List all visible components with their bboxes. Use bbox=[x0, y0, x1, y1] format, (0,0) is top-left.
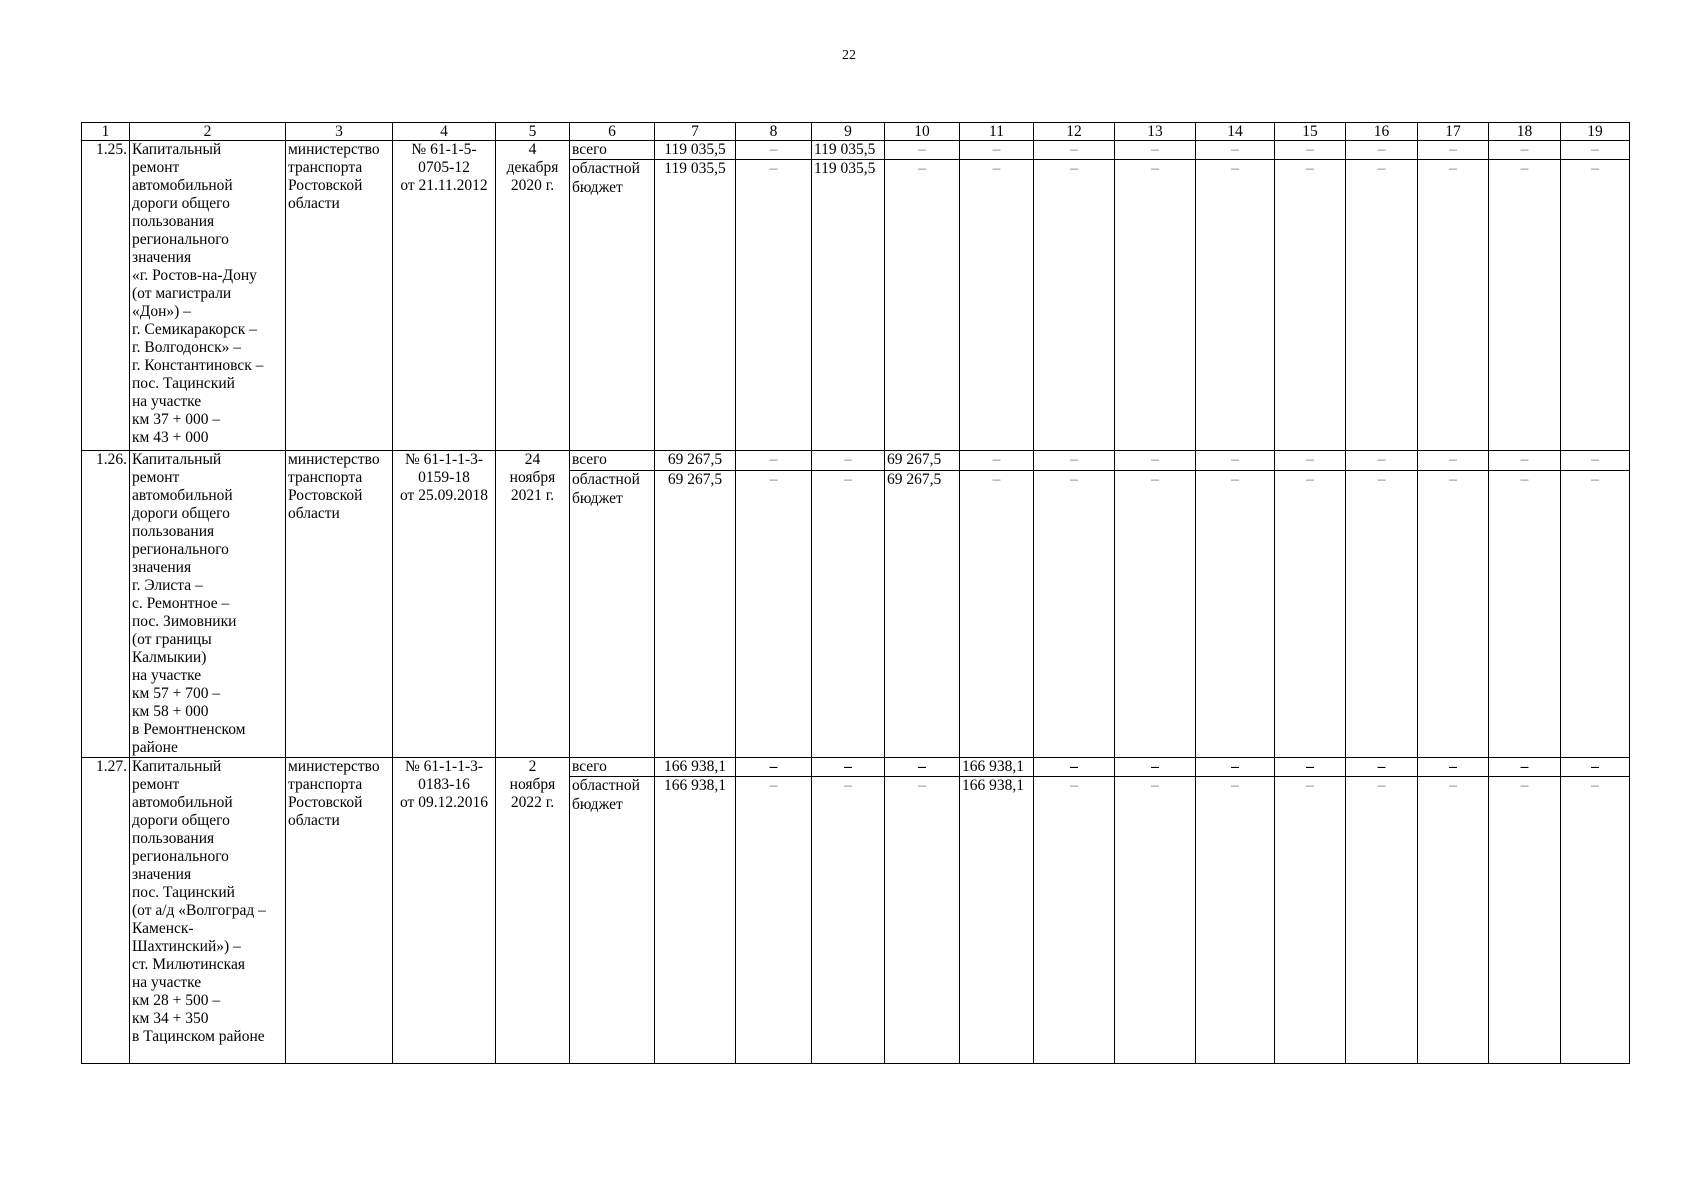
budget-value: – bbox=[1275, 470, 1346, 757]
column-number: 16 bbox=[1346, 123, 1418, 141]
total-value: – bbox=[1346, 451, 1418, 471]
budget-value: – bbox=[736, 777, 812, 1064]
total-value: – bbox=[1418, 758, 1489, 777]
total-value: – bbox=[1115, 758, 1196, 777]
total-value: – bbox=[736, 451, 812, 471]
total-value: 69 267,5 bbox=[655, 451, 736, 471]
row-number: 1.27. bbox=[82, 758, 130, 1064]
budget-value: – bbox=[736, 470, 812, 757]
budget-value: – bbox=[960, 160, 1034, 451]
budget-value: – bbox=[1489, 777, 1561, 1064]
column-number: 8 bbox=[736, 123, 812, 141]
budget-value: 69 267,5 bbox=[885, 470, 960, 757]
source-budget-label: областной бюджет bbox=[570, 470, 655, 757]
budget-value: – bbox=[1034, 160, 1115, 451]
total-value: – bbox=[1275, 141, 1346, 160]
total-value: – bbox=[1196, 758, 1275, 777]
total-value: 119 035,5 bbox=[655, 141, 736, 160]
budget-value: – bbox=[1034, 777, 1115, 1064]
total-value: 69 267,5 bbox=[885, 451, 960, 471]
budget-value: – bbox=[1115, 470, 1196, 757]
budget-value: – bbox=[1115, 160, 1196, 451]
completion-date: 4 декабря 2020 г. bbox=[496, 141, 570, 451]
agency: министерство транспорта Ростовской области bbox=[286, 758, 393, 1064]
total-value: – bbox=[1489, 141, 1561, 160]
total-value: – bbox=[1346, 141, 1418, 160]
total-value: – bbox=[1034, 141, 1115, 160]
object-name: Капитальный ремонт автомобильной дороги общего пользования регионального значения «г. Ростов-на-Дону (от магистрали «Дон») – г. Семикаракорск – г. Волгодонск» – г. Константиновск – пос. Тацинский на участке км 37 + 000 – км 43 + 000 bbox=[130, 141, 286, 451]
column-number: 11 bbox=[960, 123, 1034, 141]
column-number: 7 bbox=[655, 123, 736, 141]
column-number: 12 bbox=[1034, 123, 1115, 141]
column-number: 14 bbox=[1196, 123, 1275, 141]
page-number: 22 bbox=[842, 48, 856, 63]
budget-value: – bbox=[1561, 160, 1630, 451]
total-value: – bbox=[1561, 758, 1630, 777]
total-value: – bbox=[1275, 451, 1346, 471]
budget-value: – bbox=[1196, 470, 1275, 757]
budget-value: – bbox=[1196, 777, 1275, 1064]
total-value: – bbox=[1115, 451, 1196, 471]
budget-value: – bbox=[885, 160, 960, 451]
budget-value: – bbox=[812, 777, 885, 1064]
agency: министерство транспорта Ростовской области bbox=[286, 451, 393, 758]
budget-table bbox=[81, 122, 1630, 1064]
column-number: 18 bbox=[1489, 123, 1561, 141]
budget-value: – bbox=[1275, 777, 1346, 1064]
total-value: – bbox=[1561, 451, 1630, 471]
total-value: – bbox=[736, 758, 812, 777]
source-budget-label: областной бюджет bbox=[570, 160, 655, 451]
total-value: 119 035,5 bbox=[812, 141, 885, 160]
column-number: 1 bbox=[82, 123, 130, 141]
column-number: 19 bbox=[1561, 123, 1630, 141]
table-row bbox=[82, 141, 1630, 160]
object-name: Капитальный ремонт автомобильной дороги общего пользования регионального значения пос. Тацинский (от а/д «Волгоград – Каменск- Шахтинский») – ст. Милютинская на участке км 28 + 500 – км 34 + 350 в Тацинском районе bbox=[130, 758, 286, 1064]
total-value: – bbox=[1196, 141, 1275, 160]
total-value: – bbox=[1489, 758, 1561, 777]
budget-value: – bbox=[1115, 777, 1196, 1064]
budget-value: 119 035,5 bbox=[812, 160, 885, 451]
budget-value: 166 938,1 bbox=[960, 777, 1034, 1064]
budget-value: – bbox=[1196, 160, 1275, 451]
budget-value: – bbox=[1346, 160, 1418, 451]
expertise-number: № 61-1-5- 0705-12 от 21.11.2012 bbox=[393, 141, 496, 451]
source-total-label: всего bbox=[570, 141, 655, 160]
total-value: – bbox=[960, 141, 1034, 160]
budget-value: – bbox=[1346, 777, 1418, 1064]
total-value: – bbox=[1346, 758, 1418, 777]
column-number: 10 bbox=[885, 123, 960, 141]
total-value: – bbox=[1196, 451, 1275, 471]
total-value: – bbox=[812, 758, 885, 777]
budget-value: – bbox=[812, 470, 885, 757]
budget-value: – bbox=[1561, 470, 1630, 757]
table-row bbox=[82, 758, 1630, 777]
budget-value: – bbox=[1561, 777, 1630, 1064]
budget-value: – bbox=[1275, 160, 1346, 451]
column-number: 5 bbox=[496, 123, 570, 141]
budget-value: – bbox=[960, 470, 1034, 757]
total-value: – bbox=[1418, 451, 1489, 471]
source-budget-label: областной бюджет bbox=[570, 777, 655, 1064]
agency: министерство транспорта Ростовской области bbox=[286, 141, 393, 451]
total-value: – bbox=[885, 758, 960, 777]
row-number: 1.26. bbox=[82, 451, 130, 758]
total-value: – bbox=[1418, 141, 1489, 160]
budget-value: 166 938,1 bbox=[655, 777, 736, 1064]
budget-value: – bbox=[1489, 160, 1561, 451]
column-number: 15 bbox=[1275, 123, 1346, 141]
source-total-label: всего bbox=[570, 758, 655, 777]
column-number-row bbox=[82, 123, 1630, 141]
total-value: – bbox=[960, 451, 1034, 471]
budget-value: – bbox=[736, 160, 812, 451]
budget-value: – bbox=[1418, 160, 1489, 451]
completion-date: 2 ноября 2022 г. bbox=[496, 758, 570, 1064]
budget-value: 119 035,5 bbox=[655, 160, 736, 451]
column-number: 6 bbox=[570, 123, 655, 141]
column-number: 4 bbox=[393, 123, 496, 141]
total-value: – bbox=[1561, 141, 1630, 160]
budget-value: – bbox=[1034, 470, 1115, 757]
column-number: 9 bbox=[812, 123, 885, 141]
total-value: 166 938,1 bbox=[960, 758, 1034, 777]
total-value: – bbox=[1275, 758, 1346, 777]
total-value: 166 938,1 bbox=[655, 758, 736, 777]
total-value: – bbox=[736, 141, 812, 160]
row-number: 1.25. bbox=[82, 141, 130, 451]
column-number: 17 bbox=[1418, 123, 1489, 141]
expertise-number: № 61-1-1-3- 0159-18 от 25.09.2018 bbox=[393, 451, 496, 758]
total-value: – bbox=[1034, 758, 1115, 777]
column-number: 3 bbox=[286, 123, 393, 141]
column-number: 13 bbox=[1115, 123, 1196, 141]
total-value: – bbox=[1034, 451, 1115, 471]
budget-value: – bbox=[1418, 777, 1489, 1064]
expertise-number: № 61-1-1-3- 0183-16 от 09.12.2016 bbox=[393, 758, 496, 1064]
total-value: – bbox=[812, 451, 885, 471]
total-value: – bbox=[885, 141, 960, 160]
budget-value: 69 267,5 bbox=[655, 470, 736, 757]
total-value: – bbox=[1115, 141, 1196, 160]
source-total-label: всего bbox=[570, 451, 655, 471]
column-number: 2 bbox=[130, 123, 286, 141]
table-row bbox=[82, 451, 1630, 471]
total-value: – bbox=[1489, 451, 1561, 471]
object-name: Капитальный ремонт автомобильной дороги общего пользования регионального значения г. Элиста – с. Ремонтное – пос. Зимовники (от границы Калмыкии) на участке км 57 + 700 – км 58 + 000 в Ремонтненском районе bbox=[130, 451, 286, 758]
budget-value: – bbox=[1489, 470, 1561, 757]
completion-date: 24 ноября 2021 г. bbox=[496, 451, 570, 758]
budget-value: – bbox=[1418, 470, 1489, 757]
budget-value: – bbox=[1346, 470, 1418, 757]
budget-value: – bbox=[885, 777, 960, 1064]
